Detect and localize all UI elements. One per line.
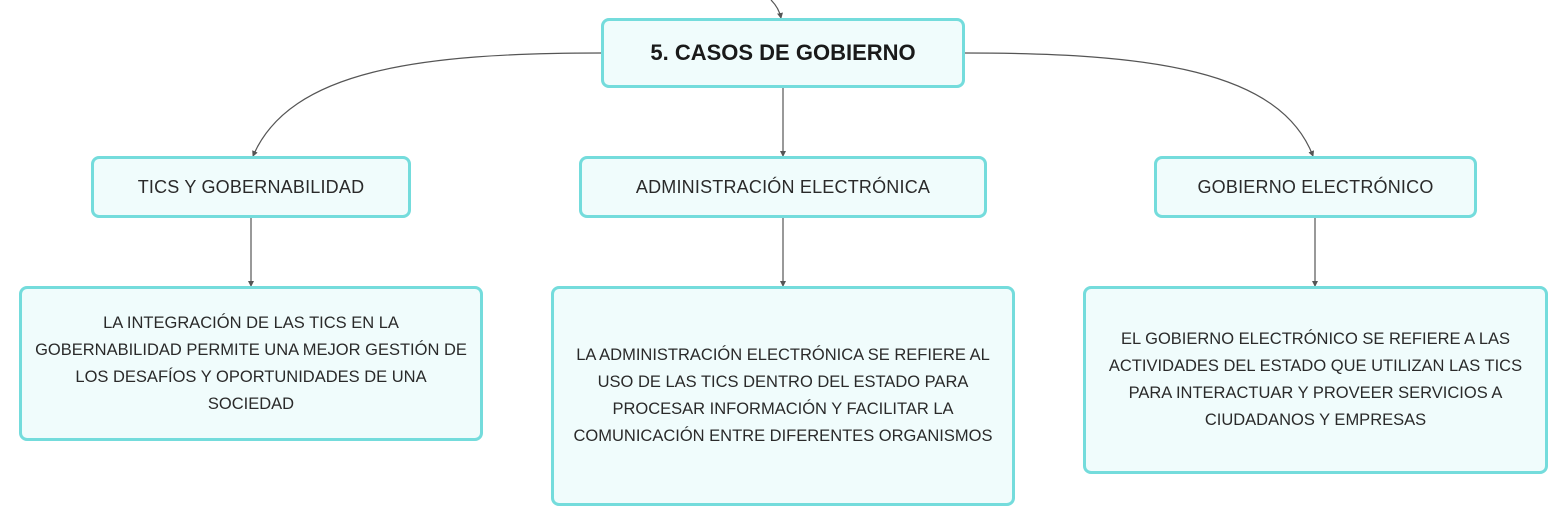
root-node[interactable] <box>601 18 965 88</box>
connector-root-to-tics <box>253 53 601 156</box>
detail-node-administracion-electronica[interactable] <box>551 286 1015 506</box>
topic-node-label: TICS Y GOBERNABILIDAD <box>137 176 365 197</box>
topic-node-label: GOBIERNO ELECTRÓNICO <box>1197 176 1434 197</box>
topic-node-tics-gobernabilidad[interactable] <box>91 156 411 218</box>
incoming-connector <box>771 0 781 18</box>
detail-node-text: LA ADMINISTRACIÓN ELECTRÓNICA SE REFIERE AL USO DE LAS TICS DENTRO DEL ESTADO PARA PROCESAR INFORMACIÓN Y FACILITAR LA COMUNICACIÓN ENTRE DIFERENTES ORGANISMOS <box>573 346 993 445</box>
detail-node-text: EL GOBIERNO ELECTRÓNICO SE REFIERE A LAS ACTIVIDADES DEL ESTADO QUE UTILIZAN LAS TICS PARA INTERACTUAR Y PROVEER SERVICIOS A CIUDADANOS Y EMPRESAS <box>1108 330 1523 429</box>
root-node-label: 5. CASOS DE GOBIERNO <box>650 40 916 65</box>
detail-node-text: LA INTEGRACIÓN DE LAS TICS EN LA GOBERNABILIDAD PERMITE UNA MEJOR GESTIÓN DE LOS DESAFÍOS Y OPORTUNIDADES DE UNA SOCIEDAD <box>35 313 467 413</box>
topic-node-administracion-electronica[interactable] <box>579 156 987 218</box>
detail-node-tics-gobernabilidad[interactable] <box>19 286 483 441</box>
connector-root-to-gob <box>965 53 1313 156</box>
topic-node-gobierno-electronico[interactable] <box>1154 156 1477 218</box>
detail-node-gobierno-electronico[interactable] <box>1083 286 1548 474</box>
topic-node-label: ADMINISTRACIÓN ELECTRÓNICA <box>635 176 931 197</box>
